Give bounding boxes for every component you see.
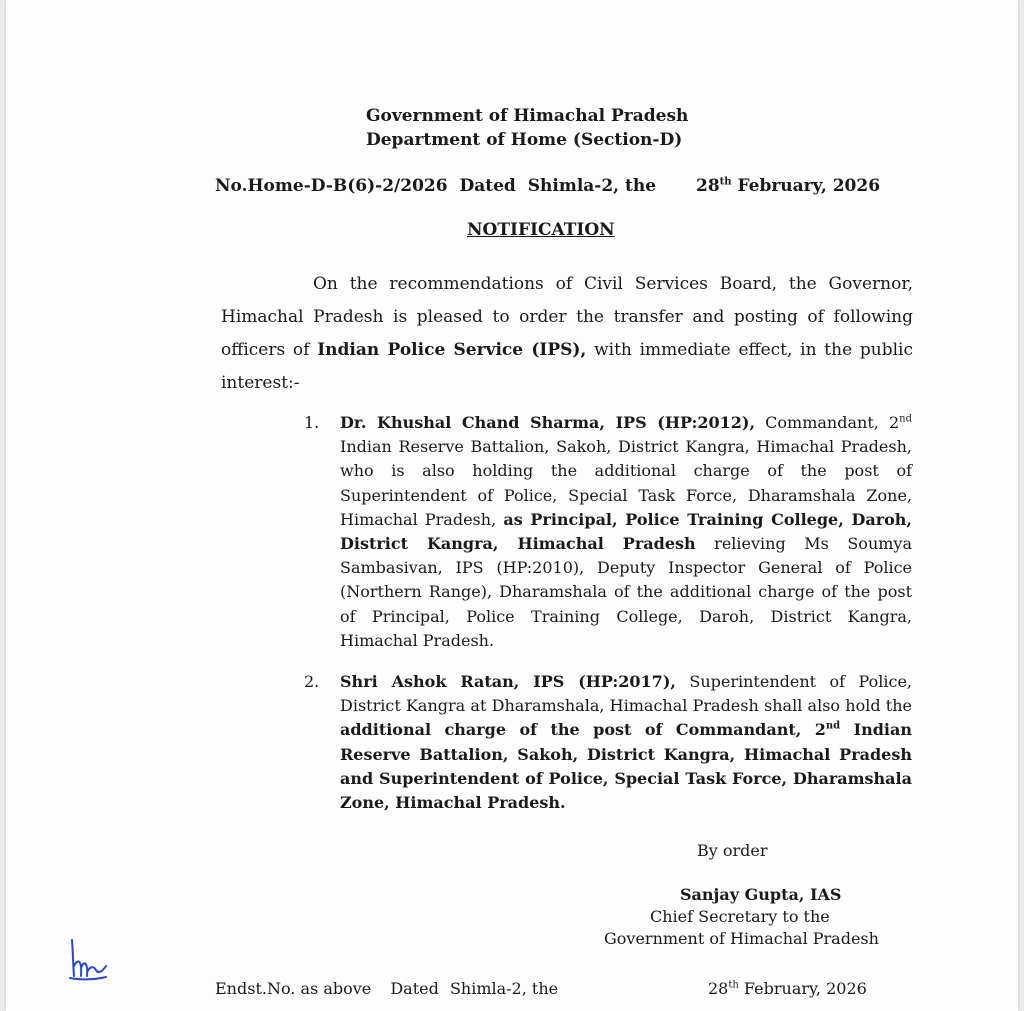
- signatory-designation-line1: Chief Secretary to the: [650, 907, 830, 926]
- order-item-1: Dr. Khushal Chand Sharma, IPS (HP:2012), Commandant, 2nd Indian Reserve Battalion, Sakoh, District Kangra, Himachal Pradesh, who is also holding the additional charge of the post of Superintendent of Police, Special Task Force, Dharamshala Zone, Himachal Pradesh, as Principal, Police Training College, Daroh, District Kangra, Himachal Pradesh relieving Ms Soumya Sambasivan, IPS (HP:2010), Deputy Inspector General of Police (Northern Range), Dharamshala of the additional charge of the post of Principal, Police Training College, Daroh, District Kangra, Himachal Pradesh.: [340, 413, 913, 650]
- header-department: Department of Home (Section-D): [366, 130, 683, 150]
- handwritten-initials-icon: [66, 936, 112, 984]
- endorsement-date: 28th February, 2026: [708, 979, 867, 998]
- endorsement-reference: Endst.No. as above Dated Shimla-2, the: [215, 979, 559, 998]
- signatory-designation-line2: Government of Himachal Pradesh: [604, 929, 879, 948]
- header-government: Government of Himachal Pradesh: [366, 106, 689, 126]
- document-page: [6, 0, 1018, 1011]
- reference-date: 28th February, 2026: [696, 176, 881, 196]
- document-header: [366, 104, 688, 152]
- item-1-number: 1.: [304, 413, 320, 432]
- intro-paragraph: On the recommendations of Civil Services Board, the Governor, Himachal Pradesh is pleased to order the transfer and posting of following officers of Indian Police Service (IPS), with immediate effect, in the public interest:-: [221, 274, 913, 393]
- notification-title: NOTIFICATION: [467, 220, 615, 240]
- reference-number: No.Home-D-B(6)-2/2026 Dated Shimla-2, the: [215, 176, 657, 196]
- order-item-2: Shri Ashok Ratan, IPS (HP:2017), Superintendent of Police, District Kangra at Dharamshala, Himachal Pradesh shall also hold the additional charge of the post of Commandant, 2nd Indian Reserve Battalion, Sakoh, District Kangra, Himachal Pradesh and Superintendent of Police, Special Task Force, Dharamshala Zone, Himachal Pradesh.: [340, 672, 913, 813]
- by-order: By order: [697, 841, 768, 860]
- item-2-number: 2.: [304, 672, 320, 691]
- signatory-name: Sanjay Gupta, IAS: [680, 885, 842, 904]
